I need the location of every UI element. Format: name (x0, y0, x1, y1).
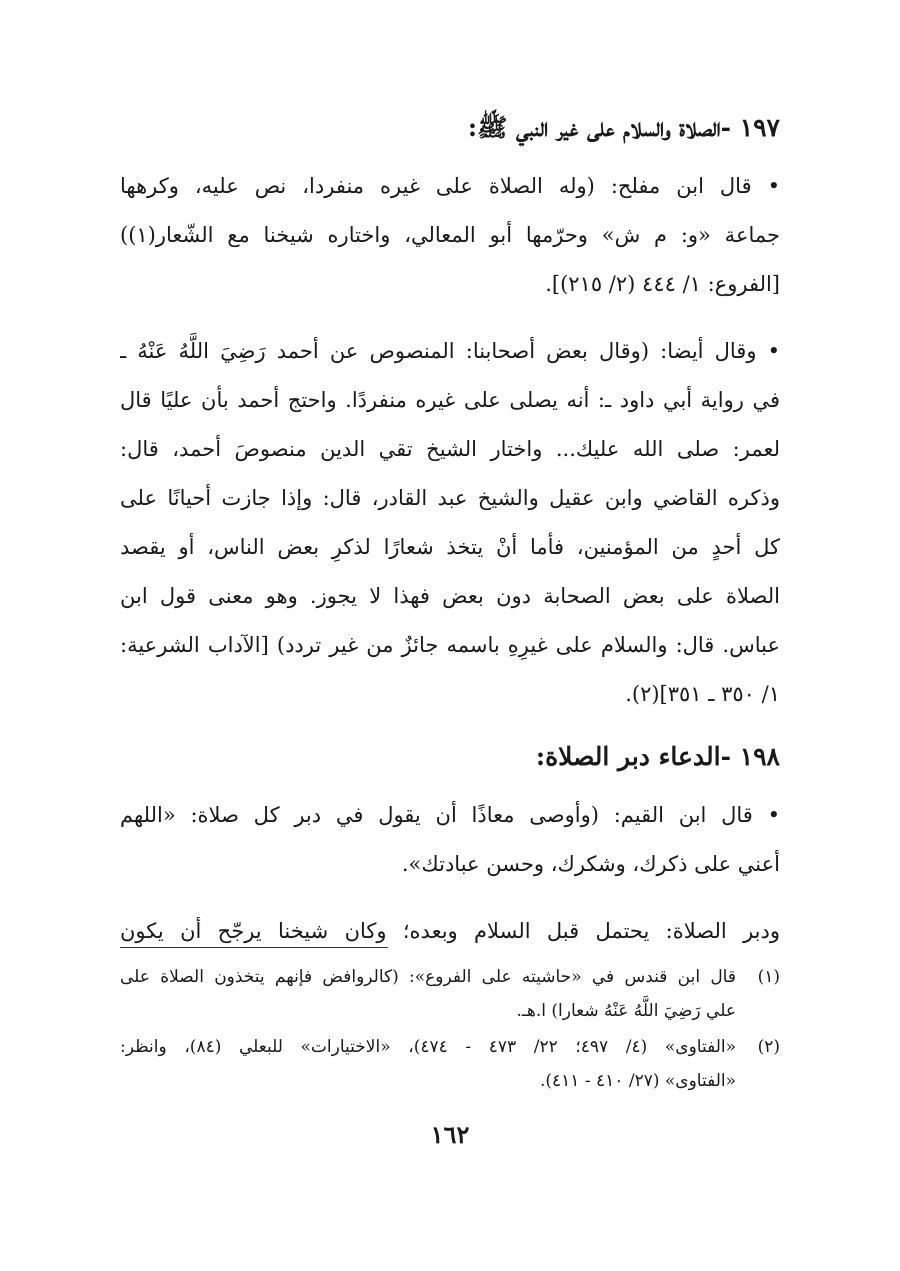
footnote-number: (٢) (757, 1037, 780, 1057)
page-number: ١٦٢ (430, 1120, 470, 1149)
footnote-line: قال ابن قندس في «حاشيته على الفروع»: (كالروافض فإنهم يتخذون الصلاة على (120, 967, 736, 987)
section-197-paragraph-1 (120, 162, 780, 309)
paragraph-line: أعني على ذكرك، وشكرك، وحسن عبادتك». (401, 852, 780, 876)
paragraph-line: [الفروع: ١/ ٤٤٤ (٢/ ٢١٥)]. (545, 272, 780, 296)
footnote-number: (١) (757, 967, 780, 987)
paragraph-line: في رواية أبي داود ـ: أنه يصلى على غيره منفردًا. واحتج أحمد بأن عليًا قال (120, 388, 780, 412)
footnote-1 (120, 960, 780, 1028)
paragraph-line: • وقال أيضا: (وقال بعض أصحابنا: المنصوص عن أحمد رَضِيَ اللَّهُ عَنْهُ ـ (120, 339, 780, 363)
section-198-title: ١٩٨ -الدعاء دبر الصلاة: (535, 742, 780, 771)
paragraph-line: عباس. قال: والسلام على غيرِهِ باسمه جائزٌ من غير تردد) [الآداب الشرعية: (120, 633, 780, 657)
section-198-paragraph-1 (120, 791, 780, 889)
footnote-text (120, 1030, 736, 1098)
footnote-line: علي رَضِيَ اللَّهُ عَنْهُ شعارا) ا.هـ. (516, 1001, 736, 1021)
footnote-text (120, 960, 736, 1028)
section-197-title: ١٩٧ -الصلاة والسلام على غير النبي ﷺ: (467, 113, 780, 142)
paragraph-line: وذكره القاضي وابن عقيل والشيخ عبد القادر، قال: وإذا جازت أحيانًا على (120, 486, 780, 510)
footnote-separator-wrap (120, 947, 780, 951)
paragraph-line: جماعة «و: م ش» وحرّمها أبو المعالي، واختاره شيخنا مع الشّعار(١)) (120, 223, 780, 247)
paragraph-line: كل أحدٍ من المؤمنين، فأما أنْ يتخذ شعارًا لذكرِ بعض الناس، أو يقصد (120, 535, 780, 559)
footnote-2 (120, 1030, 780, 1098)
paragraph-line: • قال ابن مفلح: (وله الصلاة على غيره منفردا، نص عليه، وكرهها (120, 174, 780, 198)
footnote-line: «الفتاوى» (٢٧/ ٤١٠ - ٤١١). (540, 1071, 736, 1091)
paragraph-line: الصلاة على بعض الصحابة دون بعض فهذا لا يجوز. وهو معنى قول ابن (120, 584, 780, 608)
footnote-line: «الفتاوى» (٤/ ٤٩٧؛ ٢٢/ ٤٧٣ - ٤٧٤)، «الاختيارات» للبعلي (٨٤)، وانظر: (120, 1037, 736, 1057)
paragraph-line: لعمر: صلى الله عليك... واختار الشيخ تقي الدين منصوصَ أحمد، قال: (120, 437, 780, 461)
paragraph-line: ١/ ٣٥٠ ـ ٣٥١](٢). (625, 682, 780, 706)
section-197-paragraph-2 (120, 327, 780, 719)
paragraph-line: • قال ابن القيم: (وأوصى معاذًا أن يقول في دبر كل صلاة: «اللهم (120, 803, 780, 827)
paragraph-line: ودبر الصلاة: يحتمل قبل السلام وبعده؛ وكان شيخنا يرجّح أن يكون (120, 919, 780, 943)
footnote-separator (120, 947, 388, 948)
footnotes (120, 960, 780, 1100)
